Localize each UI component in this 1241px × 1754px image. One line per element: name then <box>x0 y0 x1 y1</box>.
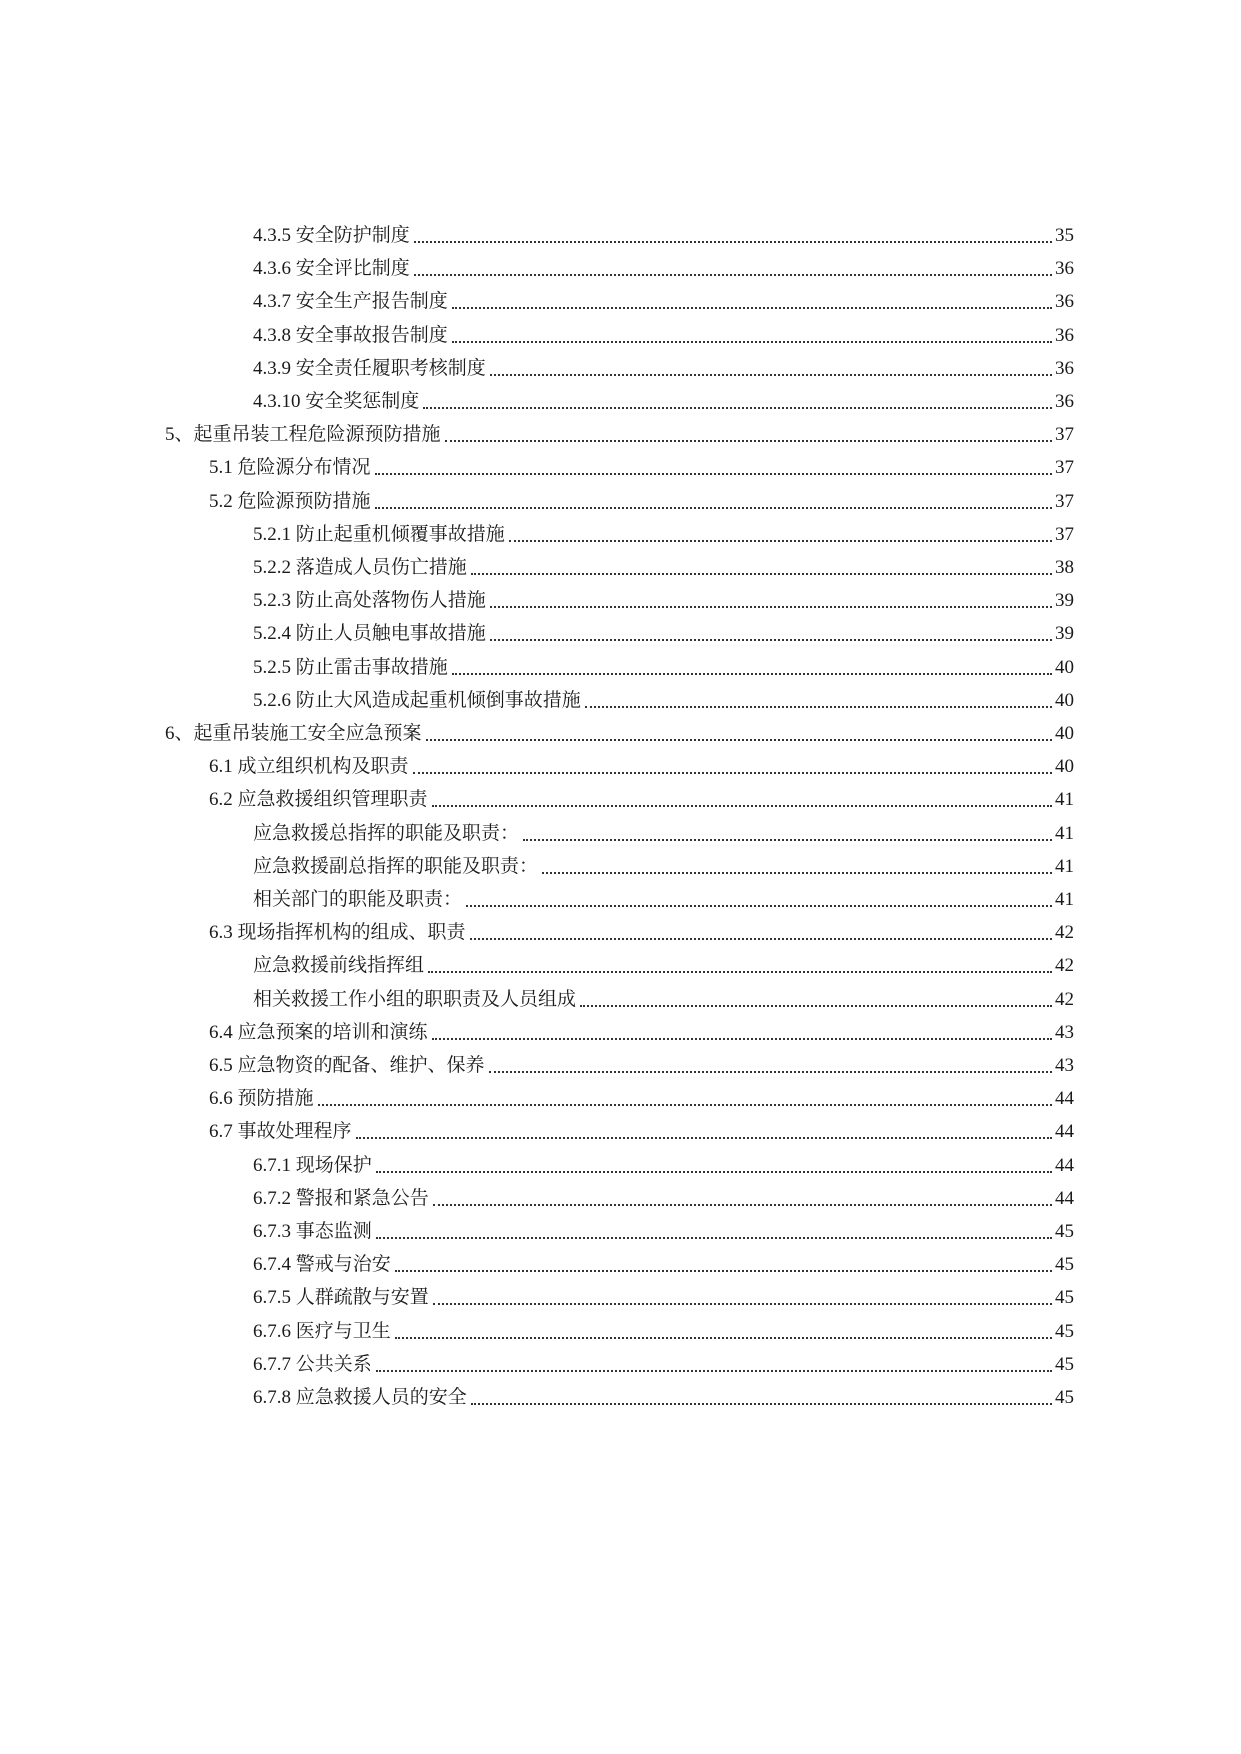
toc-entry-title: 4.3.9 安全责任履职考核制度 <box>253 357 486 379</box>
toc-dot-leader <box>414 241 1052 243</box>
toc-dot-leader <box>489 1071 1052 1073</box>
toc-dot-leader <box>580 1005 1052 1007</box>
toc-entry-page-number: 41 <box>1055 889 1074 910</box>
toc-entry-page-number: 41 <box>1055 789 1074 811</box>
toc-entry-page-number: 44 <box>1055 1187 1074 1209</box>
toc-dot-leader <box>471 1403 1052 1405</box>
toc-entry-title: 6.7.8 应急救援人员的安全 <box>253 1387 467 1408</box>
toc-dot-leader <box>428 971 1052 973</box>
toc-entry-title: 应急救援总指挥的职能及职责： <box>253 822 520 844</box>
toc-dot-leader <box>490 639 1052 641</box>
toc-entry-title: 5.2.3 防止高处落物伤人措施 <box>253 590 486 612</box>
toc-entry-title: 6.5 应急物资的配备、维护、保养 <box>209 1055 485 1076</box>
toc-entry-title: 相关救援工作小组的职职责及人员组成 <box>253 988 577 1010</box>
toc-entry-title: 5.2.1 防止起重机倾覆事故措施 <box>253 523 505 545</box>
toc-entry[interactable] <box>253 1314 1074 1344</box>
toc-entry-title: 6.4 应急预案的培训和演练 <box>209 1021 428 1043</box>
toc-entry-page-number: 35 <box>1055 225 1074 246</box>
toc-dot-leader <box>445 440 1052 442</box>
toc-entry-page-number: 44 <box>1055 1154 1074 1176</box>
toc-entry-page-number: 37 <box>1055 424 1074 446</box>
toc-dot-leader <box>470 938 1052 940</box>
toc-entry-page-number: 36 <box>1055 291 1074 313</box>
toc-entry[interactable] <box>253 650 1074 680</box>
toc-dot-leader <box>433 1204 1052 1206</box>
toc-dot-leader <box>376 1237 1052 1239</box>
toc-dot-leader <box>426 739 1052 741</box>
toc-entry-title: 4.3.7 安全生产报告制度 <box>253 291 448 313</box>
toc-entry[interactable] <box>253 616 1074 646</box>
toc-entry-page-number: 38 <box>1055 557 1074 578</box>
toc-entry[interactable] <box>253 1280 1074 1310</box>
toc-entry-title: 6.2 应急救援组织管理职责 <box>209 789 428 811</box>
toc-entry[interactable] <box>209 484 1074 514</box>
toc-dot-leader <box>376 1370 1052 1372</box>
toc-entry-page-number: 43 <box>1055 1021 1074 1043</box>
toc-entry-page-number: 39 <box>1055 590 1074 612</box>
toc-entry[interactable] <box>253 982 1074 1012</box>
toc-entry-page-number: 41 <box>1055 855 1074 877</box>
toc-dot-leader <box>423 407 1052 409</box>
toc-entry-title: 6.7.3 事态监测 <box>253 1221 372 1242</box>
toc-entry-page-number: 40 <box>1055 756 1074 778</box>
toc-entry[interactable] <box>253 583 1074 613</box>
toc-entry[interactable] <box>209 1015 1074 1045</box>
toc-dot-leader <box>432 1038 1052 1040</box>
toc-entry-page-number: 39 <box>1055 623 1074 645</box>
toc-entry-page-number: 43 <box>1055 1055 1074 1076</box>
toc-dot-leader <box>375 507 1052 509</box>
toc-entry[interactable] <box>253 816 1074 846</box>
toc-entry-page-number: 36 <box>1055 357 1074 379</box>
toc-dot-leader <box>376 1171 1052 1173</box>
toc-dot-leader <box>452 307 1052 309</box>
toc-entry-title: 6.7.6 医疗与卫生 <box>253 1320 391 1342</box>
toc-dot-leader <box>466 905 1052 907</box>
toc-entry-page-number: 36 <box>1055 391 1074 412</box>
toc-dot-leader <box>318 1104 1052 1106</box>
toc-entry[interactable] <box>253 517 1074 547</box>
toc-entry-title: 6.7.1 现场保护 <box>253 1154 372 1176</box>
toc-dot-leader <box>523 839 1052 841</box>
toc-entry-page-number: 45 <box>1055 1254 1074 1276</box>
toc-dot-leader <box>490 374 1052 376</box>
toc-entry-page-number: 42 <box>1055 922 1074 944</box>
toc-entry-title: 5.2.5 防止雷击事故措施 <box>253 656 448 678</box>
toc-entry-page-number: 36 <box>1055 324 1074 346</box>
toc-entry-page-number: 42 <box>1055 988 1074 1010</box>
toc-entry[interactable] <box>253 550 1074 580</box>
toc-entry-title: 5.2.2 落造成人员伤亡措施 <box>253 557 467 578</box>
toc-dot-leader <box>413 772 1052 774</box>
toc-entry-title: 5、起重吊装工程危险源预防措施 <box>165 424 441 446</box>
toc-entry-page-number: 41 <box>1055 822 1074 844</box>
toc-entry[interactable] <box>253 948 1074 978</box>
toc-entry-title: 6.7.2 警报和紧急公告 <box>253 1187 429 1209</box>
toc-entry[interactable] <box>253 1148 1074 1178</box>
toc-dot-leader <box>356 1137 1052 1139</box>
toc-entry-page-number: 45 <box>1055 1387 1074 1408</box>
toc-entry-title: 5.2.4 防止人员触电事故措施 <box>253 623 486 645</box>
toc-entry[interactable] <box>209 1048 1074 1078</box>
toc-entry[interactable] <box>253 683 1074 713</box>
toc-entry[interactable] <box>253 882 1074 912</box>
toc-entry-page-number: 45 <box>1055 1353 1074 1375</box>
toc-entry[interactable] <box>209 450 1074 480</box>
toc-entry-page-number: 45 <box>1055 1221 1074 1242</box>
toc-entry[interactable] <box>209 1081 1074 1111</box>
toc-entry-page-number: 37 <box>1055 523 1074 545</box>
toc-dot-leader <box>490 606 1052 608</box>
toc-entry[interactable] <box>209 915 1074 945</box>
toc-entry[interactable] <box>253 849 1074 879</box>
toc-entry[interactable] <box>253 384 1074 414</box>
toc-entry-page-number: 36 <box>1055 258 1074 280</box>
toc-entry-title: 6.7.5 人群疏散与安置 <box>253 1287 429 1309</box>
toc-dot-leader <box>433 1303 1052 1305</box>
toc-entry[interactable] <box>165 417 1074 447</box>
toc-dot-leader <box>471 573 1052 575</box>
toc-entry-title: 相关部门的职能及职责： <box>253 889 463 910</box>
toc-entry-title: 应急救援前线指挥组 <box>253 955 425 977</box>
toc-entry[interactable] <box>253 1247 1074 1277</box>
toc-entry-title: 5.1 危险源分布情况 <box>209 457 371 479</box>
toc-entry[interactable] <box>209 1114 1074 1144</box>
toc-dot-leader <box>432 805 1052 807</box>
toc-entry-title: 6.7 事故处理程序 <box>209 1121 352 1143</box>
toc-dot-leader <box>585 706 1052 708</box>
toc-entry[interactable] <box>253 284 1074 314</box>
toc-entry[interactable] <box>253 1347 1074 1377</box>
toc-entry-title: 4.3.5 安全防护制度 <box>253 225 410 246</box>
toc-entry-title: 6.6 预防措施 <box>209 1088 314 1110</box>
toc-entry[interactable] <box>209 749 1074 779</box>
toc-entry[interactable] <box>253 218 1074 248</box>
toc-entry-page-number: 40 <box>1055 689 1074 711</box>
toc-entry-title: 应急救援副总指挥的职能及职责： <box>253 855 539 877</box>
toc-entry-page-number: 42 <box>1055 955 1074 977</box>
toc-entry-title: 6.1 成立组织机构及职责 <box>209 756 409 778</box>
toc-dot-leader <box>509 540 1052 542</box>
toc-entry-page-number: 44 <box>1055 1121 1074 1143</box>
toc-entry[interactable] <box>209 782 1074 812</box>
toc-entry[interactable] <box>253 1214 1074 1244</box>
toc-entry-page-number: 40 <box>1055 656 1074 678</box>
toc-entry-title: 4.3.8 安全事故报告制度 <box>253 324 448 346</box>
toc-entry[interactable] <box>253 251 1074 281</box>
toc-entry-title: 6.3 现场指挥机构的组成、职责 <box>209 922 466 944</box>
toc-entry-title: 5.2 危险源预防措施 <box>209 490 371 512</box>
toc-entry-page-number: 44 <box>1055 1088 1074 1110</box>
toc-entry-title: 6.7.4 警戒与治安 <box>253 1254 391 1276</box>
toc-dot-leader <box>542 872 1052 874</box>
toc-dot-leader <box>375 473 1052 475</box>
toc-entry-title: 6、起重吊装施工安全应急预案 <box>165 723 422 744</box>
toc-entry[interactable] <box>253 351 1074 381</box>
toc-entry-page-number: 37 <box>1055 490 1074 512</box>
toc-entry-page-number: 45 <box>1055 1287 1074 1309</box>
toc-entry-title: 4.3.10 安全奖惩制度 <box>253 391 420 412</box>
toc-entry-page-number: 37 <box>1055 457 1074 479</box>
toc-entry-title: 6.7.7 公共关系 <box>253 1353 372 1375</box>
toc-entry[interactable] <box>253 318 1074 348</box>
toc-dot-leader <box>452 673 1052 675</box>
toc-dot-leader <box>395 1337 1052 1339</box>
toc-entry-title: 5.2.6 防止大风造成起重机倾倒事故措施 <box>253 689 581 711</box>
toc-entry-title: 4.3.6 安全评比制度 <box>253 258 410 280</box>
toc-entry-page-number: 45 <box>1055 1320 1074 1342</box>
toc-dot-leader <box>395 1270 1052 1272</box>
toc-entry-page-number: 40 <box>1055 723 1074 744</box>
toc-dot-leader <box>452 341 1052 343</box>
toc-entry[interactable] <box>253 1380 1074 1410</box>
toc-dot-leader <box>414 274 1052 276</box>
toc-entry[interactable] <box>253 1181 1074 1211</box>
toc-entry[interactable] <box>165 716 1074 746</box>
